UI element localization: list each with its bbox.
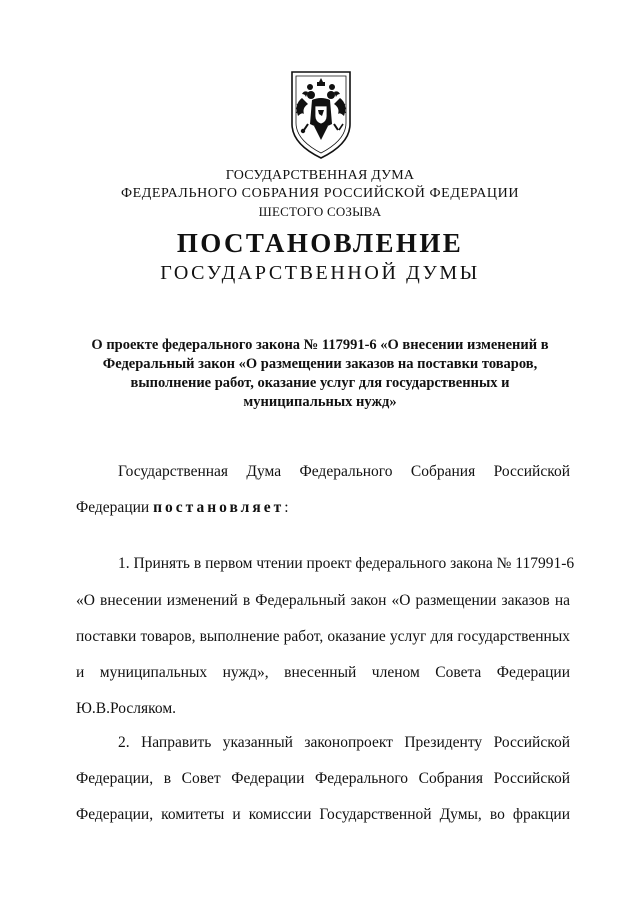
- document-title: ПОСТАНОВЛЕНИЕ: [176, 228, 464, 258]
- item1-line-5: Ю.В.Росляком.: [76, 700, 177, 717]
- header-duma: ГОСУДАРСТВЕННАЯ ДУМА: [225, 168, 415, 183]
- coat-of-arms-icon: [286, 68, 356, 160]
- preamble-suffix: :: [284, 499, 289, 516]
- preamble-prefix: Федерации: [76, 499, 154, 516]
- document-subtitle: ГОСУДАРСТВЕННОЙ ДУМЫ: [160, 262, 480, 284]
- header-convocation: ШЕСТОГО СОЗЫВА: [258, 204, 382, 219]
- item2-line-1: 2. Направить указанный законопроект Президенту Российской: [118, 734, 570, 751]
- item1-line-1: 1. Принять в первом чтении проект федерального закона № 117991-6: [118, 555, 575, 572]
- item2-line-2: Федерации, в Совет Федерации Федерального Собрания Российской: [76, 770, 570, 787]
- preamble-decree-word: постановляет: [153, 499, 285, 516]
- subject-line-4: муниципальных нужд»: [243, 394, 397, 410]
- header-federal-assembly: ФЕДЕРАЛЬНОГО СОБРАНИЯ РОССИЙСКОЙ ФЕДЕРАЦИИ: [120, 186, 520, 201]
- subject-line-2: Федеральный закон «О размещении заказов на поставки товаров,: [102, 356, 538, 372]
- preamble-line-2: [76, 499, 570, 517]
- item1-line-4: и муниципальных нужд», внесенный членом Совета Федерации: [76, 664, 570, 681]
- item1-line-2: «О внесении изменений в Федеральный закон «О размещении заказов на: [76, 592, 570, 609]
- preamble-line-1: Государственная Дума Федерального Собрания Российской: [118, 463, 570, 480]
- item1-line-3: поставки товаров, выполнение работ, оказание услуг для государственных: [76, 628, 570, 645]
- item2-line-3: Федерации, комитеты и комиссии Государственной Думы, во фракции: [76, 806, 570, 823]
- subject-line-1: О проекте федерального закона № 117991-6 «О внесении изменений в: [91, 337, 549, 353]
- subject-line-3: выполнение работ, оказание услуг для государственных и: [130, 375, 510, 391]
